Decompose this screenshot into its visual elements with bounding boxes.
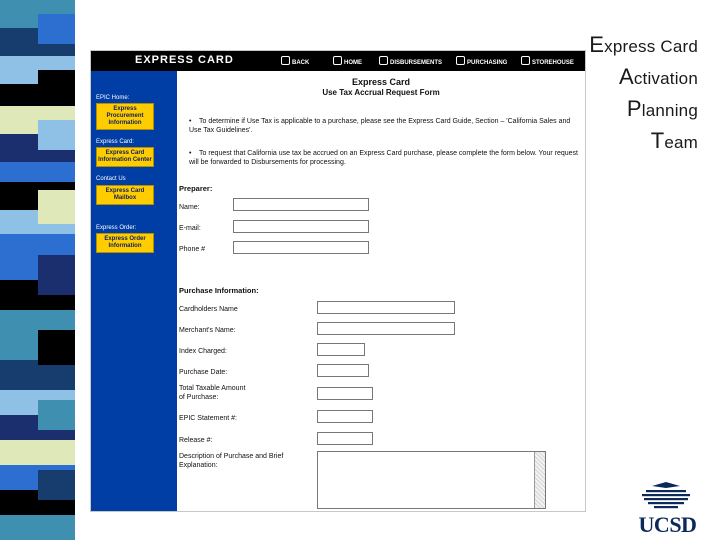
purchase-date-label: Purchase Date:: [179, 369, 228, 376]
nav-home-label: HOME: [344, 60, 362, 66]
ucsd-logo-text: UCSD: [638, 512, 697, 537]
ucsd-emblem-icon: [630, 482, 705, 512]
cardholder-name-input[interactable]: [317, 301, 455, 314]
sidebar-button-procurement[interactable]: Express Procurement Information: [96, 103, 154, 130]
info-bullet: • To determine if Use Tax is applicable to a purchase, please see the Express Card Guide, Section – 'California Sales and Use Tax Guidelines'.: [189, 118, 571, 134]
sidebar-button-mailbox[interactable]: Express Card Mailbox: [96, 185, 154, 205]
email-input[interactable]: [233, 220, 369, 233]
taxable-amount-label: Total Taxable Amount of Purchase:: [179, 385, 246, 401]
release-input[interactable]: [317, 432, 373, 445]
sidebar-heading: Contact Us: [96, 176, 126, 182]
sidebar-heading: EPIC Home:: [96, 95, 130, 101]
arrow-up-icon: [456, 56, 465, 65]
form-subtitle: Use Tax Accrual Request Form: [322, 88, 440, 97]
nav-back-link[interactable]: [281, 56, 309, 66]
check-icon: [333, 56, 342, 65]
nav-storehouse-label: STOREHOUSE: [532, 60, 574, 66]
arrow-up-icon: [379, 56, 388, 65]
taxable-amount-input[interactable]: [317, 387, 373, 400]
description-textarea[interactable]: [317, 451, 546, 509]
decorative-stripe: [0, 0, 75, 540]
textarea-scrollbar[interactable]: [534, 452, 545, 508]
slide-title-line-2: Activation: [618, 64, 698, 89]
merchant-name-label: Merchant's Name:: [179, 327, 236, 334]
name-input[interactable]: [233, 198, 369, 211]
nav-purchasing-link[interactable]: [456, 56, 507, 66]
cardholder-name-label: Cardholders Name: [179, 306, 238, 313]
sidebar-button-express-order[interactable]: Express Order Information: [96, 233, 154, 253]
phone-label: Phone #: [179, 246, 206, 253]
index-charged-label: Index Charged:: [179, 348, 227, 355]
purchase-date-input[interactable]: [317, 364, 369, 377]
slide-title-line-1: Express Card: [589, 32, 698, 57]
phone-input[interactable]: [233, 241, 369, 254]
slide-title: [589, 30, 698, 158]
nav-disbursements-link[interactable]: [379, 56, 442, 66]
form-title: Express Card: [351, 77, 411, 87]
slide-title-line-4: Team: [650, 128, 698, 153]
sidebar-heading: Express Card:: [96, 139, 135, 145]
express-card-webpage: [90, 50, 586, 512]
sidebar: [91, 71, 177, 511]
nav-home-link[interactable]: [333, 56, 362, 66]
info-bullet: • To request that California use tax be accrued on an Express Card purchase, please complete the form below. Your request will be forwarded to Disbursements for processing.: [189, 150, 578, 166]
merchant-name-input[interactable]: [317, 322, 455, 335]
purchase-info-heading: Purchase Information:: [179, 286, 259, 295]
epic-statement-label: EPIC Statement #:: [179, 415, 237, 422]
nav-storehouse-link[interactable]: [521, 56, 574, 66]
slide-title-line-3: Planning: [626, 96, 698, 121]
top-navigation-bar: [91, 51, 585, 71]
sidebar-button-information-center[interactable]: Express Card Information Center: [96, 147, 154, 167]
name-label: Name:: [179, 204, 200, 211]
description-label: Description of Purchase and Brief Explanation:: [179, 453, 284, 469]
release-label: Release #:: [179, 437, 213, 444]
back-arrow-icon: [281, 56, 290, 65]
preparer-heading: Preparer:: [179, 184, 213, 193]
form-content: [177, 71, 585, 511]
nav-disbursements-label: DISBURSEMENTS: [390, 60, 443, 66]
ucsd-logo: [630, 482, 705, 537]
nav-back-label: BACK: [292, 60, 310, 66]
arrow-up-icon: [521, 56, 530, 65]
email-label: E-mail:: [179, 225, 201, 232]
nav-purchasing-label: PURCHASING: [467, 60, 508, 66]
epic-statement-input[interactable]: [317, 410, 373, 423]
index-charged-input[interactable]: [317, 343, 365, 356]
brand-label: EXPRESS CARD: [135, 54, 234, 66]
sidebar-heading: Express Order:: [96, 225, 137, 231]
